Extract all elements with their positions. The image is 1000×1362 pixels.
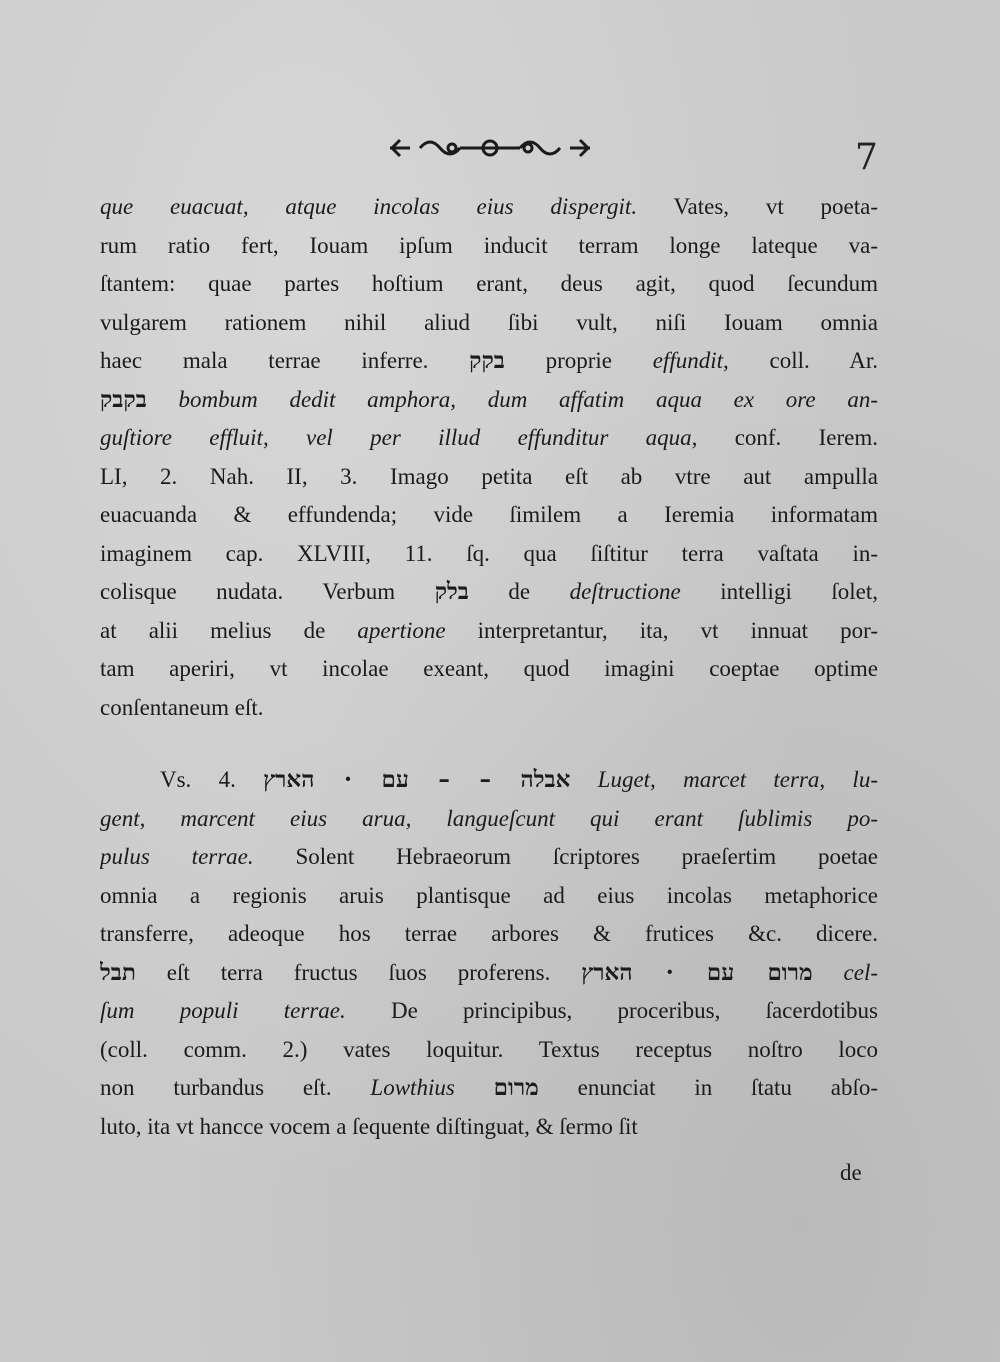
text-run: conſentaneum eſt. bbox=[100, 694, 264, 720]
text-line bbox=[100, 381, 878, 420]
text-line bbox=[100, 1031, 878, 1070]
body-text bbox=[100, 188, 878, 1146]
italic-text: bombum dedit amphora, dum affatim aqua ex ore an- bbox=[146, 386, 878, 412]
text-run: at alii melius de bbox=[100, 617, 358, 643]
text-line bbox=[100, 188, 878, 227]
text-run: colisque nudata. Verbum bbox=[100, 579, 435, 604]
italic-text: cel- bbox=[812, 959, 878, 985]
text-line bbox=[100, 419, 878, 458]
text-run: Solent Hebraeorum ſcriptores praeſertim poetae bbox=[253, 844, 878, 869]
text-run: proprie bbox=[504, 348, 653, 373]
text-line bbox=[100, 761, 878, 800]
italic-text: effundit bbox=[652, 348, 724, 373]
text-line bbox=[100, 877, 878, 916]
italic-text: guſtiore effluit, vel per illud effunditur aqua, bbox=[100, 425, 698, 450]
text-run bbox=[455, 1075, 494, 1100]
text-line bbox=[100, 265, 878, 304]
italic-text: pulus terrae. bbox=[100, 844, 254, 869]
text-line bbox=[100, 838, 878, 877]
text-run: non turbandus eſt. bbox=[100, 1075, 371, 1100]
page-number: 7 bbox=[855, 137, 878, 178]
text-run: conf. Ierem. bbox=[697, 425, 878, 450]
text-run: eſt terra fructus ſuos proferens. bbox=[135, 959, 582, 985]
paragraph-gap bbox=[100, 727, 878, 761]
text-run: tam aperiri, vt incolae exeant, quod imagini coeptae optime bbox=[100, 656, 878, 681]
text-run: De principibus, proceribus, ſacerdotibus bbox=[345, 998, 878, 1023]
text-line bbox=[100, 227, 878, 266]
text-run: omnia a regionis aruis plantisque ad eius incolas metaphorice bbox=[100, 882, 878, 908]
text-line bbox=[100, 304, 878, 343]
text-run: luto, ita vt hancce vocem a ſequente diſtinguat, & ſermo ſit bbox=[100, 1113, 638, 1139]
text-run: vulgarem rationem nihil aliud ſibi vult, niſi Iouam omnia bbox=[100, 309, 878, 335]
text-run: , coll. Ar. bbox=[723, 348, 878, 373]
text-line bbox=[100, 573, 878, 612]
text-line bbox=[100, 1069, 878, 1108]
text-run: euacuanda & effundenda; vide ſimilem a Ieremia informatam bbox=[100, 502, 878, 527]
text-line bbox=[100, 496, 878, 535]
hebrew-word: מרום עם · הארץ bbox=[581, 958, 813, 986]
text-run: de bbox=[468, 579, 570, 604]
text-line bbox=[100, 1108, 878, 1147]
text-line bbox=[100, 915, 878, 954]
text-line bbox=[100, 535, 878, 574]
text-line bbox=[100, 689, 878, 728]
text-run: (coll. comm. 2.) vates loquitur. Textus receptus noſtro loco bbox=[100, 1036, 878, 1062]
text-run: Vs. 4. bbox=[160, 767, 264, 792]
text-run: LI, 2. Nah. II, 3. Imago petita eſt ab vtre aut ampulla bbox=[100, 463, 878, 489]
text-run: enunciat in ſtatu abſo- bbox=[538, 1075, 878, 1100]
italic-text: Lowthius bbox=[370, 1075, 455, 1100]
text-run: Vates, vt poeta- bbox=[637, 194, 878, 219]
text-line bbox=[100, 650, 878, 689]
text-run: intelligi ſolet, bbox=[680, 579, 878, 604]
text-line bbox=[100, 342, 878, 381]
text-line bbox=[100, 458, 878, 497]
text-run: imaginem cap. XLVIII, 11. ſq. qua ſiſtitur terra vaſtata in- bbox=[100, 540, 878, 566]
text-run: rum ratio fert, Iouam ipſum inducit terram longe lateque va- bbox=[100, 232, 878, 258]
italic-text: Luget, marcet terra, lu- bbox=[570, 767, 878, 792]
italic-text: que euacuat, atque incolas eius dispergit. bbox=[100, 194, 638, 219]
hebrew-word: אבלה – – עם · הארץ bbox=[263, 766, 571, 793]
text-line bbox=[100, 612, 878, 651]
text-run: ſtantem: quae partes hoſtium erant, deus agit, quod ſecundum bbox=[100, 271, 878, 296]
italic-text: ſum populi terrae. bbox=[100, 998, 346, 1023]
text-run: transferre, adeoque hos terrae arbores & frutices &c. dicere. bbox=[100, 921, 878, 946]
hebrew-word: בקק bbox=[469, 347, 505, 374]
ornament-flourish-icon bbox=[380, 128, 600, 168]
hebrew-word: מרום bbox=[493, 1074, 539, 1101]
text-run: interpretantur, ita, vt innuat por- bbox=[445, 617, 878, 643]
text-run: haec mala terrae inferre. bbox=[100, 348, 470, 373]
hebrew-word: תבל bbox=[100, 958, 136, 986]
italic-text: apertione bbox=[357, 617, 446, 643]
catchword: de bbox=[840, 1160, 862, 1185]
italic-text: gent, marcent eius arua, langueſcunt qui erant ſublimis po- bbox=[100, 805, 878, 831]
hebrew-word: בלק bbox=[434, 578, 469, 605]
hebrew-word: בקבק bbox=[100, 385, 147, 413]
text-line bbox=[100, 954, 878, 993]
text-line bbox=[100, 992, 878, 1031]
text-line bbox=[100, 800, 878, 839]
italic-text: deſtructione bbox=[569, 579, 681, 604]
